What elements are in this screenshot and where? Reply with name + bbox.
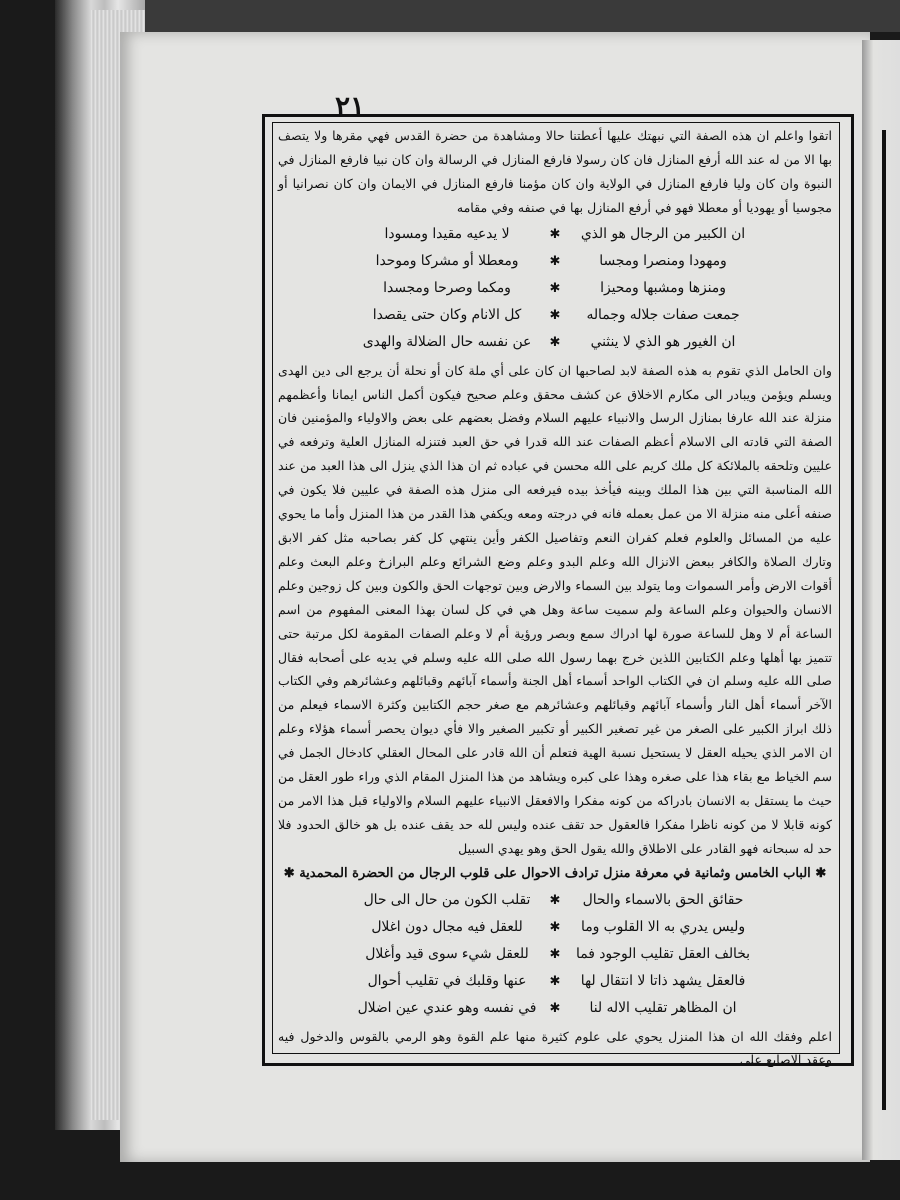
verse-first-hemistich: ومهودا ومنصرا ومجسا (599, 253, 727, 270)
facing-page-frame-rule (882, 130, 886, 1110)
verse-star-separator: ✱ (549, 893, 561, 909)
book-top-edge (60, 0, 900, 32)
chapter-heading-text: الباب الخامس وثمانية في معرفة منزل ترادف الاحوال على قلوب الرجال من الحضرة المحمدية (299, 865, 811, 881)
verse-second-hemistich: عنها وقلبك في تقليب أحوال (367, 973, 527, 990)
verse-star-separator: ✱ (549, 974, 561, 990)
verse-star-separator: ✱ (549, 308, 561, 324)
heading-star-left: ✱ (815, 865, 827, 881)
verse-first-hemistich: ان المظاهر تقليب الاله لنا (589, 1000, 737, 1017)
verse-line (278, 915, 832, 942)
verse-second-hemistich: للعقل شيء سوى قيد وأغلال (365, 946, 529, 963)
page-text-block (278, 124, 832, 1068)
verse-line (278, 276, 832, 303)
verse-star-separator: ✱ (549, 227, 561, 243)
closing-line: اعلم وفقك الله ان هذا المنزل يحوي على علوم كثيرة منها علم القوة وهو الرمي بالقوس والدخول فيه وعقد الاصابع على (278, 1028, 832, 1068)
page-number: ٢١ (334, 90, 366, 123)
chapter-heading (278, 862, 832, 886)
verse-second-hemistich: تقلب الكون من حال الى حال (363, 892, 531, 909)
verse-star-separator: ✱ (549, 281, 561, 297)
verse-second-hemistich: عن نفسه حال الضلالة والهدى (362, 334, 532, 351)
opening-paragraph: اتقوا واعلم ان هذه الصفة التي نبهتك عليها أعطتنا حالا ومشاهدة من حضرة القدس فهي مقرها ولا يتصف بها الا من له عند الله أرفع المنازل فان كان رسولا فارفع المنازل في الرسالة وان كان نبيا فارفع المنازل في النبوة وان كان وليا فارفع المنازل في الولاية وان كان مؤمنا فارفع المنازل في الايمان وان كان نصرانيا أو مجوسيا أو يهوديا أو معطلا فهو في أرفع المنازل بها في صنفه وفي مقامه (278, 128, 832, 215)
verse-line (278, 942, 832, 969)
poem-block-2 (278, 888, 832, 1023)
verse-second-hemistich: لا يدعيه مقيدا ومسودا (384, 226, 510, 243)
heading-star-right: ✱ (283, 865, 295, 881)
verse-first-hemistich: فالعقل يشهد ذاتا لا انتقال لها (580, 973, 746, 990)
verse-line (278, 996, 832, 1023)
verse-line (278, 249, 832, 276)
verse-first-hemistich: جمعت صفات جلاله وجماله (586, 307, 740, 324)
verse-second-hemistich: كل الانام وكان حتى يقصدا (372, 307, 522, 324)
verse-star-separator: ✱ (549, 335, 561, 351)
verse-first-hemistich: وليس يدري به الا القلوب وما (581, 919, 745, 936)
verse-star-separator: ✱ (549, 920, 561, 936)
verse-first-hemistich: ان الغيور هو الذي لا ينثني (590, 334, 736, 351)
verse-second-hemistich: للعقل فيه مجال دون اغلال (371, 919, 523, 936)
verse-first-hemistich: حقائق الحق بالاسماء والحال (582, 892, 744, 909)
verse-first-hemistich: ان الكبير من الرجال هو الذي (580, 226, 746, 243)
verse-first-hemistich: بخالف العقل تقليب الوجود فما (576, 946, 750, 963)
verse-second-hemistich: ومكما وصرحا ومجسدا (383, 280, 511, 297)
main-paragraph: وان الحامل الذي تقوم به هذه الصفة لابد لصاحبها ان كان على أي ملة كان أو نحلة أن يرجع الى دين الهدى ويسلم ويؤمن ويبادر الى مكارم الاخلاق عن كشف محقق وعلم صحيح فيكون أكمل الناس ايمانا وأعظمهم منزلة عند الله عارفا بمنازل الرسل والانبياء عليهم السلام وفضل بعضهم على بعض والاولياء والمؤمنين فان الصفة التي قادته الى الاسلام أعظم الصفات عند الله قدرا في حق العبد فتنزله المنازل العلية وترفعه في عليين وتلحقه بالملائكة كل ملك كريم على الله محسن في عباده ثم ان هذا الذي ينزل الى هذا العبد من عند الله المناسبة التي بين هذا الملك وبينه فيأخذ بيده فيرفعه الى منزل هذه الصفة في عليين فلا يكون في صنفه أعلى منه منزلة الا من عمل بعمله فانه في درجته ومعه ويكفي هذا القدر من هذا المنزل وأما ما يحوي عليه من المسائل والعلوم فعلم كفران النعم وتفاصيل الكفر وأين ينتهي كل كفر بصاحبه مثل كفر الابق وتارك الصلاة والكافر ببعض الانزال الله وعلم البدو وعلم وضع الشرائع وعلم البرازخ وعلم البعث وعلم أقوات الارض وأمر السموات وما يتولد بين السماء والارض وبين توجهات الحق والكون وبين كل زوجين وعلم الانسان والحيوان وعلم الساعة ولم سميت ساعة وهل هي في كل لسان بهذا المعنى المفهوم من اسم الساعة أم لا وهل للساعة صورة لها ادراك سمع وبصر ورؤية أم لا وعلم الصفات المقومة لكل مرتبة حتى تتميز بها أهلها وعلم الكتابين اللذين خرج بهما رسول الله صلى الله عليه وسلم في يديه على أصحابه فقال صلى الله عليه وسلم ان في الكتاب الواحد أسماء أهل الجنة وأسماء آبائهم وقبائلهم وعشائرهم وفي الكتاب الآخر أسماء أهل النار وأسماء آبائهم وقبائلهم وعشائرهم مع صغر حجم الكتابين وكثرة الاسماء فيعلم من ذلك ابراز الكبير على الصغر من غير تصغير الكبير أو تكبير الصغير والا فأي ديوان يحصر أسماء هؤلاء وعلم ان الامر الذي يحيله العقل لا يستحيل نسبة الهية فتعلم أن الله قادر على المحال العقلي كادخال الجمل في سم الخياط مع بقاء هذا على صغره وهذا على كبره ويشاهد من هذا المنزل المقام الذي وراء طور العقل من حيث ما يستقل به الانسان بادراكه من كونه مفكرا والافعقل الانبياء عليهم السلام والاولياء قبل هذا الامر من كونه قابلا لا من كونه ناظرا مفكرا فالعقول حد تقف عنده وليس لله حد يقف عنده بل هو خالق الحدود فلا حد له سبحانه فهو القادر على الاطلاق والله يقول الحق وهو يهدي السبيل (278, 362, 832, 856)
verse-line (278, 222, 832, 249)
verse-line (278, 303, 832, 330)
verse-line (278, 330, 832, 357)
facing-page-edge (862, 40, 900, 1160)
verse-second-hemistich: ومعطلا أو مشركا وموحدا (375, 253, 519, 270)
verse-second-hemistich: في نفسه وهو عندي عين اضلال (357, 1000, 537, 1017)
verse-line (278, 888, 832, 915)
verse-first-hemistich: ومنزها ومشبها ومحيزا (600, 280, 726, 297)
verse-star-separator: ✱ (549, 1001, 561, 1017)
verse-star-separator: ✱ (549, 947, 561, 963)
verse-star-separator: ✱ (549, 254, 561, 270)
verse-line (278, 969, 832, 996)
poem-block-1 (278, 222, 832, 357)
